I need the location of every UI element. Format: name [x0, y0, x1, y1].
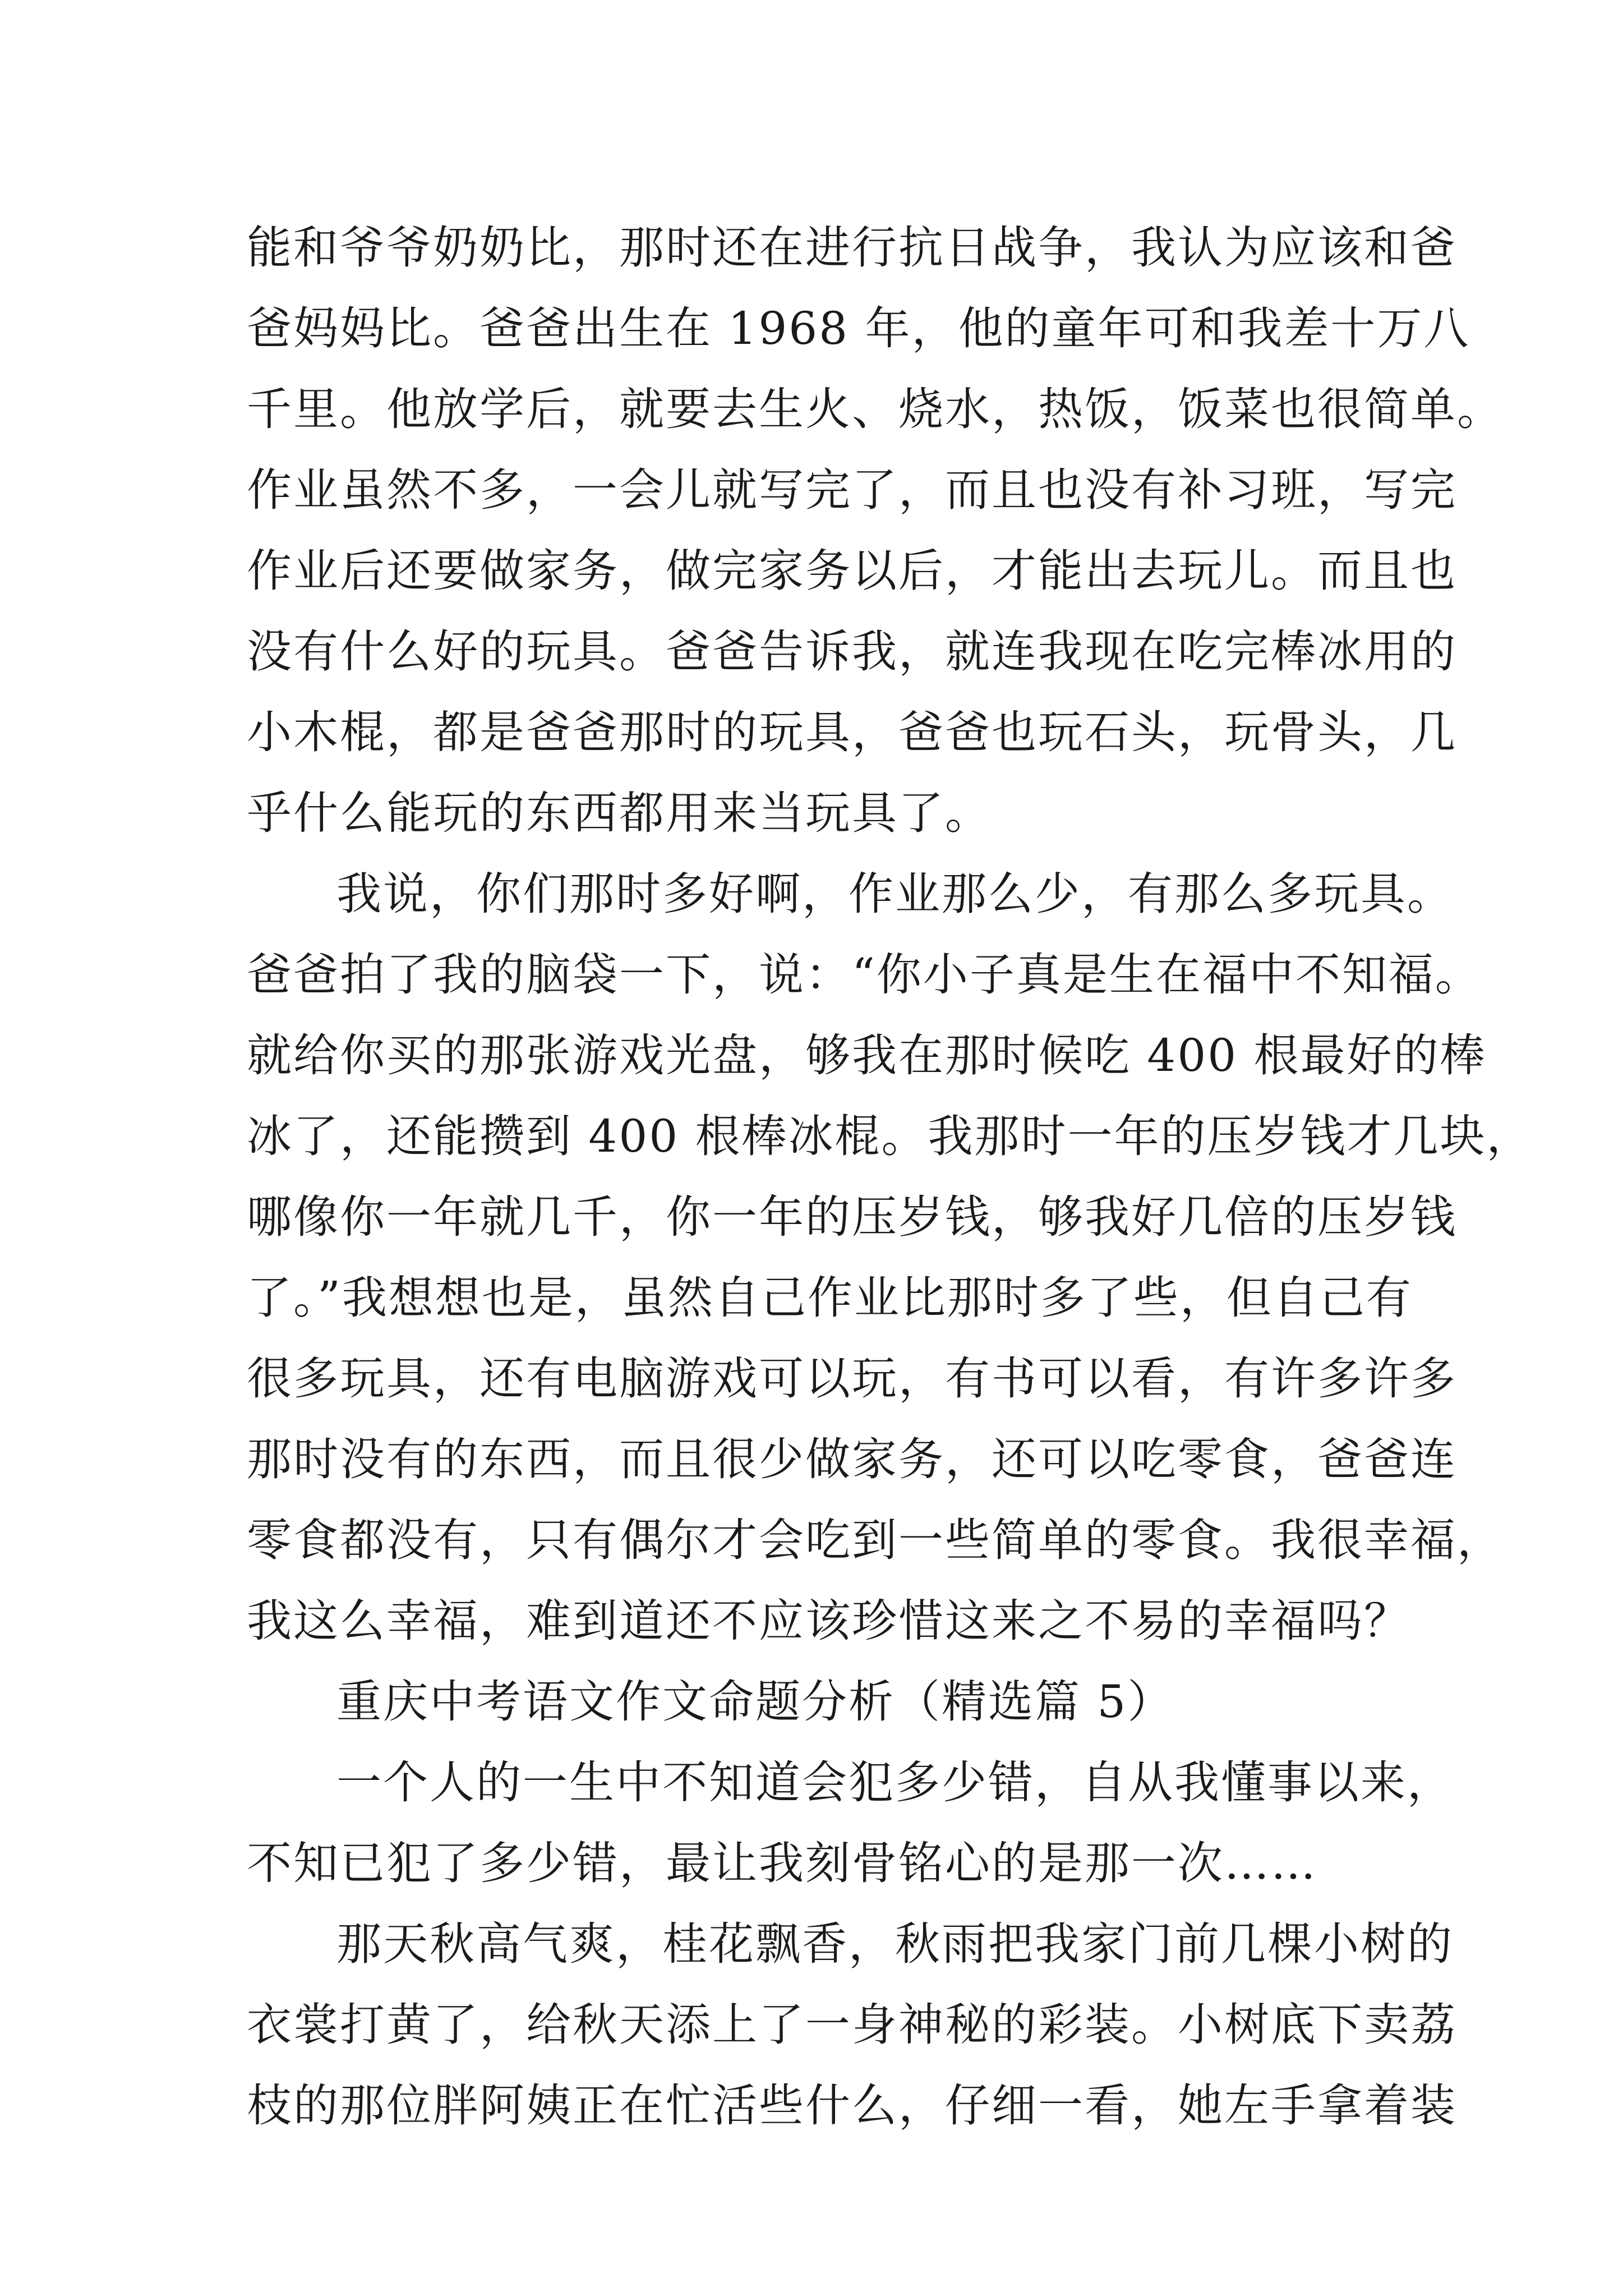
- text-line: 哪像你一年就几千，你一年的压岁钱，够我好几倍的压岁钱: [247, 1191, 1457, 1243]
- text-line: 爸妈妈比。爸爸出生在 1968 年，他的童年可和我差十万八: [247, 302, 1470, 355]
- text-line: 就给你买的那张游戏光盘，够我在那时候吃 400 根最好的棒: [247, 1029, 1487, 1082]
- text-line: 零食都没有，只有偶尔才会吃到一些简单的零食。我很幸福，: [247, 1514, 1504, 1566]
- text-line: 了。”我想想也是，虽然自己作业比那时多了些，但自己有: [247, 1272, 1413, 1324]
- text-line: 不知已犯了多少错，最让我刻骨铭心的是那一次……: [247, 1837, 1317, 1889]
- text-line: 我这么幸福，难到道还不应该珍惜这来之不易的幸福吗？: [247, 1595, 1410, 1647]
- text-line: 那时没有的东西，而且很少做家务，还可以吃零食，爸爸连: [247, 1433, 1457, 1485]
- text-line: 千里。他放学后，就要去生火、烧水，热饭，饭菜也很简单。: [247, 383, 1504, 435]
- text-line: 乎什么能玩的东西都用来当玩具了。: [247, 787, 992, 839]
- text-line: 冰了，还能攒到 400 根棒冰棍。我那时一年的压岁钱才几块，: [247, 1110, 1533, 1162]
- document-body: [247, 208, 1533, 2146]
- text-line: 爸爸拍了我的脑袋一下，说：“你小子真是生在福中不知福。: [247, 949, 1482, 1001]
- text-line: 衣裳打黄了，给秋天添上了一身神秘的彩装。小树底下卖荔: [247, 1999, 1457, 2051]
- text-line: 枝的那位胖阿姨正在忙活些什么，仔细一看，她左手拿着装: [247, 2079, 1457, 2132]
- paragraph-start-line: 我说，你们那时多好啊，作业那么少，有那么多玩具。: [336, 868, 1454, 920]
- paragraph-start-line: 一个人的一生中不知道会犯多少错，自从我懂事以来，: [336, 1756, 1454, 1809]
- text-line: 能和爷爷奶奶比，那时还在进行抗日战争，我认为应该和爸: [247, 222, 1457, 274]
- text-line: 没有什么好的玩具。爸爸告诉我，就连我现在吃完棒冰用的: [247, 625, 1457, 678]
- text-line: 小木棍，都是爸爸那时的玩具，爸爸也玩石头，玩骨头，几: [247, 706, 1457, 758]
- section-heading: 重庆中考语文作文命题分析（精选篇 5）: [336, 1676, 1174, 1728]
- paragraph-start-line: 那天秋高气爽，桂花飘香，秋雨把我家门前几棵小树的: [336, 1918, 1454, 1970]
- text-line: 很多玩具，还有电脑游戏可以玩，有书可以看，有许多许多: [247, 1352, 1457, 1405]
- text-line: 作业后还要做家务，做完家务以后，才能出去玩儿。而且也: [247, 545, 1457, 597]
- text-line: 作业虽然不多，一会儿就写完了，而且也没有补习班，写完: [247, 464, 1457, 516]
